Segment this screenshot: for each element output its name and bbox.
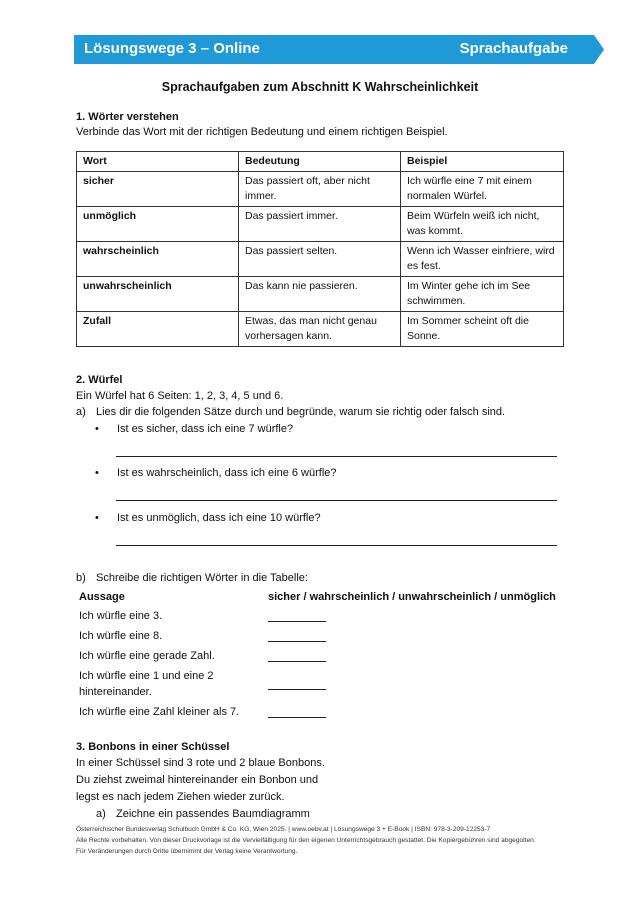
- word-cell: unmöglich: [77, 207, 239, 242]
- section3-heading: 3. Bonbons in einer Schüssel: [76, 741, 230, 753]
- col-header-statement: Aussage: [79, 591, 125, 603]
- task-2a-text: Lies dir die folgenden Sätze durch und begründe, warum sie richtig oder falsch sind.: [96, 406, 506, 418]
- word-table-header: [77, 152, 564, 172]
- answer-line[interactable]: [116, 500, 557, 501]
- word-table: [76, 151, 564, 347]
- col-header-answer: sicher / wahrscheinlich / unwahrscheinlich / unmöglich: [268, 591, 556, 603]
- table-row: [77, 172, 564, 207]
- answer-blank[interactable]: [268, 641, 326, 642]
- word-cell: sicher: [77, 172, 239, 207]
- task-3a-label: a): [96, 808, 106, 820]
- word-cell: Zufall: [77, 312, 239, 347]
- statement-row: Ich würfle eine 3.: [79, 610, 163, 622]
- word-cell: unwahrscheinlich: [77, 277, 239, 312]
- bullet-icon: •: [95, 467, 99, 479]
- section1-heading: 1. Wörter verstehen: [76, 111, 179, 123]
- bullet-icon: •: [95, 423, 99, 435]
- answer-line[interactable]: [116, 456, 557, 457]
- statement-row: Ich würfle eine 1 und eine 2: [79, 670, 214, 682]
- header-label: Sprachaufgabe: [459, 40, 568, 57]
- section3-text-line: legst es nach jedem Ziehen wieder zurück.: [76, 791, 285, 803]
- task-2b-label: b): [76, 572, 86, 584]
- meaning-cell: Das passiert selten.: [239, 242, 401, 277]
- section3-text-line: Du ziehst zweimal hintereinander ein Bonbon und: [76, 774, 319, 786]
- table-row: [77, 312, 564, 347]
- question-text: Ist es unmöglich, dass ich eine 10 würfle?: [117, 512, 321, 524]
- section1-instruction: Verbinde das Wort mit der richtigen Bedeutung und einem richtigen Beispiel.: [76, 126, 448, 138]
- answer-blank[interactable]: [268, 621, 326, 622]
- question-text: Ist es sicher, dass ich eine 7 würfle?: [117, 423, 294, 435]
- section2-heading: 2. Würfel: [76, 374, 123, 386]
- statement-row: Ich würfle eine Zahl kleiner als 7.: [79, 706, 240, 718]
- task-2a-label: a): [76, 406, 86, 418]
- task-2b-text: Schreibe die richtigen Wörter in die Tabelle:: [96, 572, 308, 584]
- example-cell: Im Winter gehe ich im See schwimmen.: [401, 277, 564, 312]
- table-row: [77, 277, 564, 312]
- answer-blank[interactable]: [268, 661, 326, 662]
- answer-blank[interactable]: [268, 689, 326, 690]
- table-row: [77, 242, 564, 277]
- page-title: Sprachaufgaben zum Abschnitt K Wahrscheinlichkeit: [161, 80, 479, 94]
- example-cell: Wenn ich Wasser einfriere, wird es fest.: [401, 242, 564, 277]
- answer-blank[interactable]: [268, 717, 326, 718]
- col-header-example: Beispiel: [401, 152, 564, 172]
- statement-row: Ich würfle eine gerade Zahl.: [79, 650, 215, 662]
- header-banner: [74, 35, 604, 64]
- statement-row-continuation: hintereinander.: [79, 686, 152, 698]
- answer-line[interactable]: [116, 545, 557, 546]
- table-row: [77, 207, 564, 242]
- footer-publisher: Österreichischer Bundesverlag Schulbuch GmbH & Co. KG, Wien 2025. | www.oebv.at | Lösungswege 3 + E-Book | ISBN: 978-3-209-12253-7: [76, 826, 491, 833]
- section2-intro: Ein Würfel hat 6 Seiten: 1, 2, 3, 4, 5 und 6.: [76, 390, 284, 402]
- section3-text-line: In einer Schüssel sind 3 rote und 2 blaue Bonbons.: [76, 757, 325, 769]
- meaning-cell: Das passiert immer.: [239, 207, 401, 242]
- bullet-icon: •: [95, 512, 99, 524]
- example-cell: Ich würfle eine 7 mit einem normalen Würfel.: [401, 172, 564, 207]
- example-cell: Beim Würfeln weiß ich nicht, was kommt.: [401, 207, 564, 242]
- meaning-cell: Etwas, das man nicht genau vorhersagen kann.: [239, 312, 401, 347]
- statement-row: Ich würfle eine 8.: [79, 630, 163, 642]
- footer-disclaimer: Für Veränderungen durch Dritte übernimmt der Verlag keine Verantwortung.: [76, 848, 298, 855]
- example-cell: Im Sommer scheint oft die Sonne.: [401, 312, 564, 347]
- footer-rights: Alle Rechte vorbehalten. Von dieser Druckvorlage ist die Vervielfältigung für den eigenen Unterrichtsgebrauch gestattet. Die Kopiergebühren sind abgegolten.: [76, 837, 536, 844]
- meaning-cell: Das kann nie passieren.: [239, 277, 401, 312]
- col-header-word: Wort: [77, 152, 239, 172]
- meaning-cell: Das passiert oft, aber nicht immer.: [239, 172, 401, 207]
- question-text: Ist es wahrscheinlich, dass ich eine 6 würfle?: [117, 467, 337, 479]
- col-header-meaning: Bedeutung: [239, 152, 401, 172]
- header-title: Lösungswege 3 – Online: [84, 40, 260, 57]
- task-3a-text: Zeichne ein passendes Baumdiagramm: [116, 808, 310, 820]
- word-cell: wahrscheinlich: [77, 242, 239, 277]
